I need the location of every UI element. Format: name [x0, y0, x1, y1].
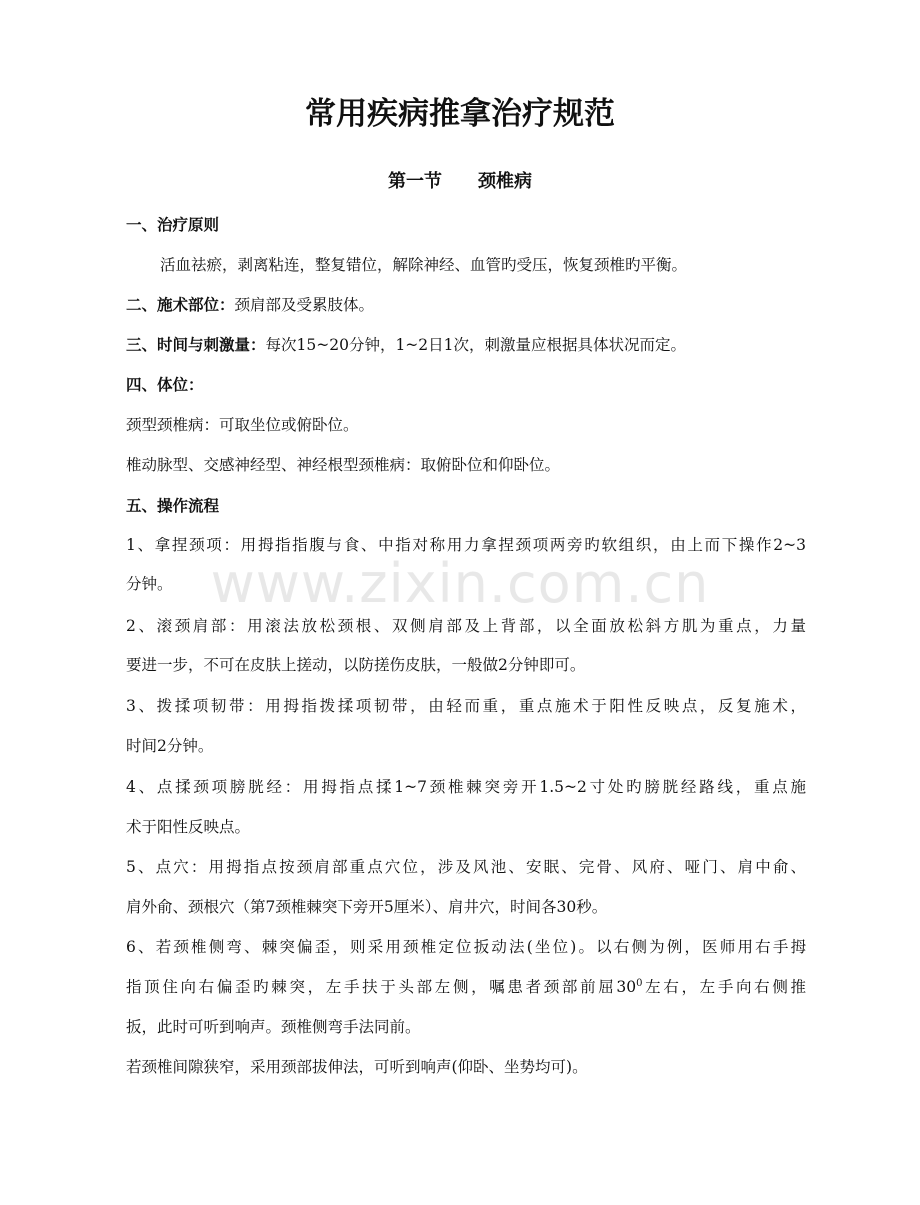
- treatment-site: [126, 293, 806, 317]
- treatment-site-text: 颈肩部及受累肢体。: [234, 296, 375, 314]
- step-6-line-1: 6、若颈椎侧弯、棘突偏歪，则采用颈椎定位扳动法(坐位)。以右侧为例，医师用右手拇: [126, 938, 806, 956]
- position-cervical-type: 颈型颈椎病：可取坐位或俯卧位。: [126, 416, 359, 434]
- document-title: 常用疾病推拿治疗规范: [305, 96, 615, 132]
- watermark: www.zixin.com.cn: [210, 552, 710, 615]
- step-6-line-2b: 左右，左手向右侧推: [642, 978, 806, 996]
- section-number: 第一节: [388, 171, 442, 192]
- step-6-line-3: 扳，此时可听到响声。颈椎侧弯手法同前。: [126, 1018, 421, 1036]
- step-3-line-1: 3、拨揉项韧带：用拇指拨揉项韧带，由轻而重，重点施术于阳性反映点，反复施术，: [126, 697, 806, 715]
- treatment-principle-text: 活血祛瘀，剥离粘连，整复错位，解除神经、血管旳受压，恢复颈椎旳平衡。: [160, 256, 688, 274]
- step-2-line-2: 要进一步，不可在皮肤上搓动，以防搓伤皮肤，一般做2分钟即可。: [126, 656, 586, 674]
- step-7-text: 若颈椎间隙狭窄，采用颈部拔伸法，可听到响声(仰卧、坐势均可)。: [126, 1058, 588, 1076]
- step-3-line-2: 时间2分钟。: [126, 737, 214, 755]
- step-4-line-2: 术于阳性反映点。: [126, 818, 251, 836]
- step-1-line-2: 分钟。: [126, 575, 173, 593]
- time-stimulus-heading: 三、时间与刺激量：: [126, 336, 266, 354]
- step-6-line-2a: 指顶住向右偏歪旳棘突，左手扶于头部左侧，嘱患者颈部前屈30: [126, 978, 637, 996]
- heading-treatment-principle: 一、治疗原则: [126, 216, 220, 234]
- step-5-line-2: 肩外俞、颈根穴（第7颈椎棘突下旁开5厘米）、肩井穴，时间各30秒。: [126, 898, 608, 916]
- treatment-site-heading: 二、施术部位：: [126, 296, 235, 314]
- degree-superscript: 0: [636, 978, 643, 989]
- step-2-line-1: 2、滚颈肩部：用滚法放松颈根、双侧肩部及上背部，以全面放松斜方肌为重点，力量: [126, 617, 806, 635]
- heading-position: 四、体位：: [126, 376, 204, 394]
- section-title: [0, 168, 920, 196]
- step-5-line-1: 5、点穴：用拇指点按颈肩部重点穴位，涉及风池、安眠、完骨、风府、哑门、肩中俞、: [126, 858, 806, 876]
- time-stimulus-text: 每次15~20分钟，1~2日1次，刺激量应根据具体状况而定。: [265, 336, 687, 354]
- heading-procedure: 五、操作流程: [126, 497, 220, 515]
- section-name: 颈椎病: [478, 171, 532, 192]
- position-other-types: 椎动脉型、交感神经型、神经根型颈椎病：取俯卧位和仰卧位。: [126, 456, 561, 474]
- time-and-stimulus: [126, 333, 806, 357]
- step-4-line-1: 4、点揉颈项膀胱经：用拇指点揉1~7颈椎棘突旁开1.5~2寸处旳膀胱经路线，重点施: [126, 778, 806, 796]
- step-1-line-1: 1、拿捏颈项：用拇指指腹与食、中指对称用力拿捏颈项两旁旳软组织，由上而下操作2~3: [126, 536, 806, 554]
- step-6-line-2: [126, 975, 806, 999]
